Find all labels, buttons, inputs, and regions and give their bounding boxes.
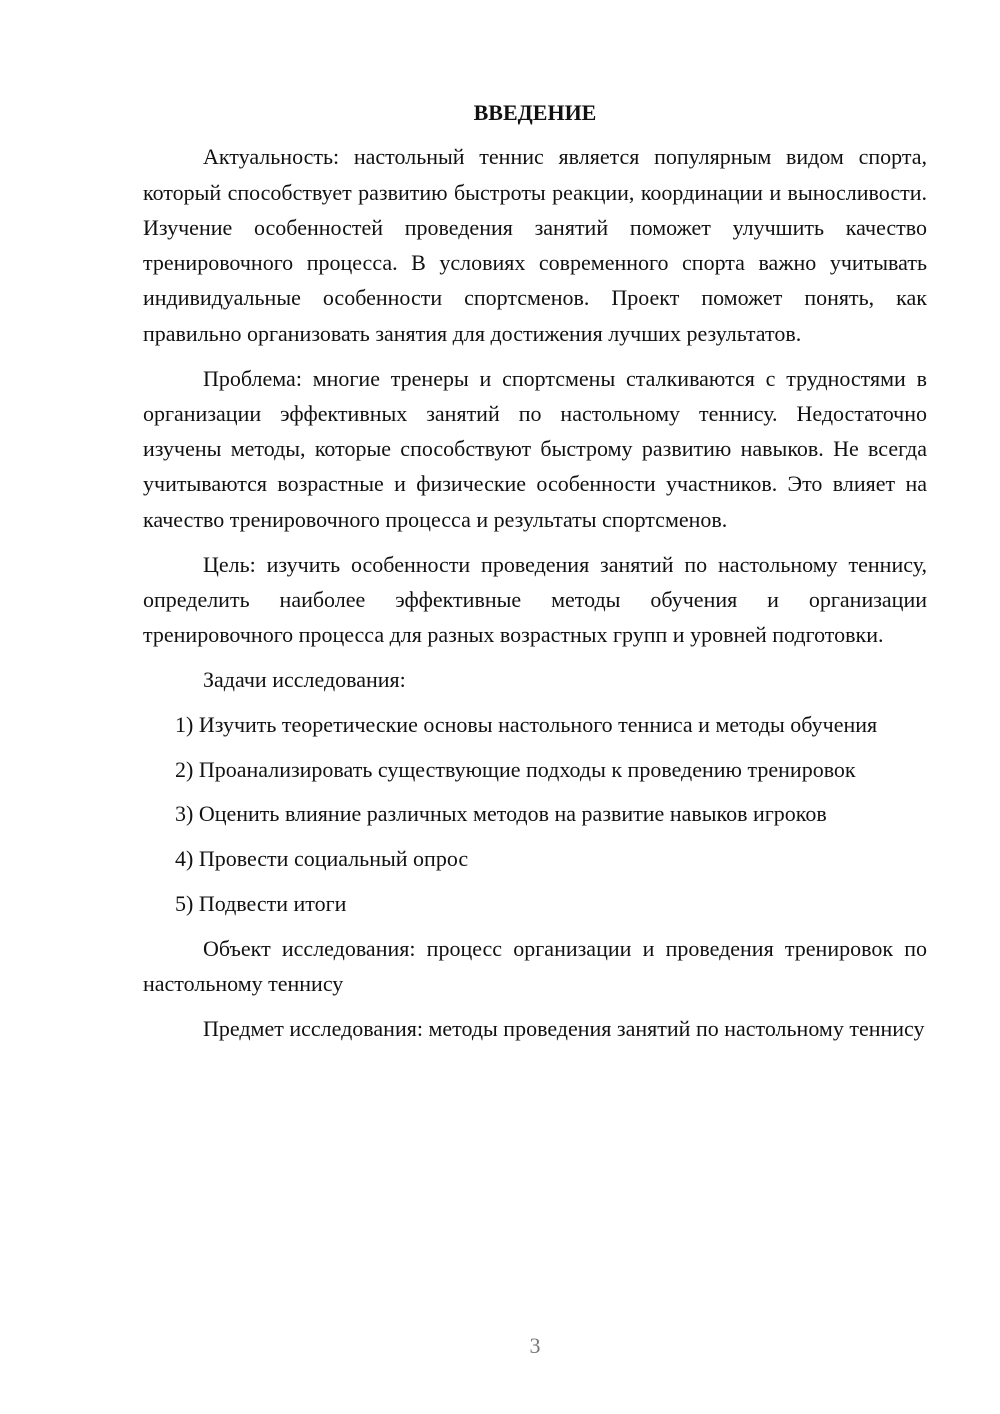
task-item-4: 4) Провести социальный опрос <box>175 846 469 872</box>
task-item-2: 2) Проанализировать существующие подходы к проведению тренировок <box>175 756 856 782</box>
paragraph-object: Объект исследования: процесс организации и проведения тренировок по настольному теннису <box>143 935 927 997</box>
page-number: 3 <box>529 1333 541 1358</box>
paragraph-relevance: Актуальность: настольный теннис является популярным видом спорта, который способствует развитию быстроты реакции, координации и выносливости. Изучение особенностей проведения занятий поможет улучшить качество тренировочного процесса. В условиях современного спорта важно учитывать индивидуальные особенности спортсменов. Проект поможет понять, как правильно организовать занятия для достижения лучших результатов. <box>143 144 927 346</box>
task-item-1: 1) Изучить теоретические основы настольного тенниса и методы обучения <box>175 711 878 737</box>
page-content <box>143 95 927 1056</box>
paragraph-problem: Проблема: многие тренеры и спортсмены сталкиваются с трудностями в организации эффективных занятий по настольному теннису. Недостаточно изучены методы, которые способствуют быстрому развитию навыков. Не всегда учитываются возрастные и физические особенности участников. Это влияет на качество тренировочного процесса и результаты спортсменов. <box>143 365 927 532</box>
paragraph-subject: Предмет исследования: методы проведения занятий по настольному теннису <box>203 1015 925 1041</box>
section-title: ВВЕДЕНИЕ <box>473 100 597 125</box>
task-item-5: 5) Подвести итоги <box>175 890 347 916</box>
task-item-3: 3) Оценить влияние различных методов на развитие навыков игроков <box>175 801 827 827</box>
tasks-heading: Задачи исследования: <box>203 666 406 692</box>
paragraph-goal: Цель: изучить особенности проведения занятий по настольному теннису, определить наиболее эффективные методы обучения и организации тренировочного процесса для разных возрастных групп и уровней подготовки. <box>143 551 927 648</box>
